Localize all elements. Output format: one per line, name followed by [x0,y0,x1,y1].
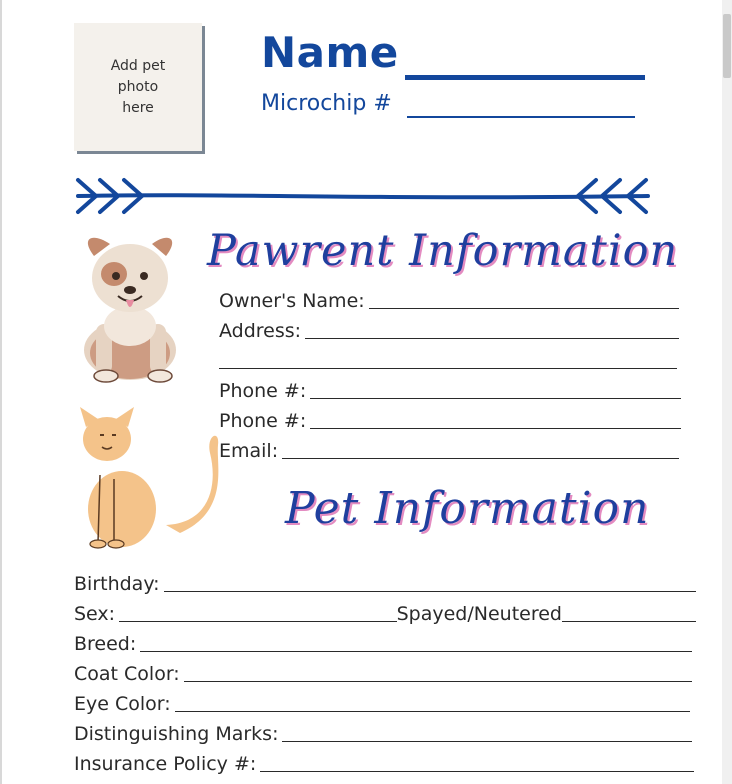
breed-label: Breed: [74,633,137,655]
double-arrow-divider-icon [74,172,652,220]
eye-color-label: Eye Color: [74,693,171,715]
address-label: Address: [219,320,302,342]
pawrent-information-title: Pawrent Information [207,226,679,276]
phone-field-1[interactable] [219,376,681,402]
breed-field[interactable] [74,629,692,655]
address-line[interactable] [305,320,679,339]
coat-color-field[interactable] [74,659,692,685]
sex-line[interactable] [119,603,397,622]
name-blank-line [405,75,645,80]
eye-color-line[interactable] [175,693,690,712]
phone-label-2: Phone #: [219,410,307,432]
vertical-scrollbar[interactable] [722,0,732,784]
phone-label-1: Phone #: [219,380,307,402]
distinguishing-marks-field[interactable] [74,719,692,745]
phone-line-2[interactable] [310,410,681,429]
insurance-policy-line[interactable] [260,753,694,772]
owner-name-line[interactable] [369,290,679,309]
coat-color-line[interactable] [184,663,692,682]
coat-color-label: Coat Color: [74,663,180,685]
address-field[interactable] [219,316,679,342]
birthday-label: Birthday: [74,573,160,595]
sex-field[interactable] [74,599,696,625]
email-label: Email: [219,440,279,462]
email-line[interactable] [282,440,679,459]
microchip-blank-line [407,116,635,118]
insurance-policy-label: Insurance Policy #: [74,753,257,775]
breed-line[interactable] [140,633,692,652]
spayed-neutered-line[interactable] [562,603,696,622]
email-field[interactable] [219,436,679,462]
owner-name-field[interactable] [219,286,679,312]
pet-photo-placeholder [74,23,202,151]
microchip-label: Microchip # [261,91,392,116]
name-label: Name [261,28,399,77]
phone-field-2[interactable] [219,406,681,432]
pet-information-title: Pet Information [285,483,650,534]
insurance-policy-field[interactable] [74,749,694,775]
photo-placeholder-text: Add pet photo here [110,57,166,116]
cat-illustration-icon [70,405,220,550]
distinguishing-marks-line[interactable] [282,723,692,742]
phone-line-1[interactable] [310,380,681,399]
birthday-line[interactable] [164,573,696,592]
address-second-field[interactable] [219,346,677,372]
sex-label: Sex: [74,603,116,625]
spayed-neutered-label: Spayed/Neutered [396,603,562,625]
address-second-line[interactable] [219,350,677,369]
owner-name-label: Owner's Name: [219,290,365,312]
eye-color-field[interactable] [74,689,690,715]
dog-illustration-icon [72,228,192,384]
scrollbar-thumb[interactable] [723,14,731,78]
birthday-field[interactable] [74,569,696,595]
distinguishing-marks-label: Distinguishing Marks: [74,723,279,745]
page-edge [0,0,2,784]
